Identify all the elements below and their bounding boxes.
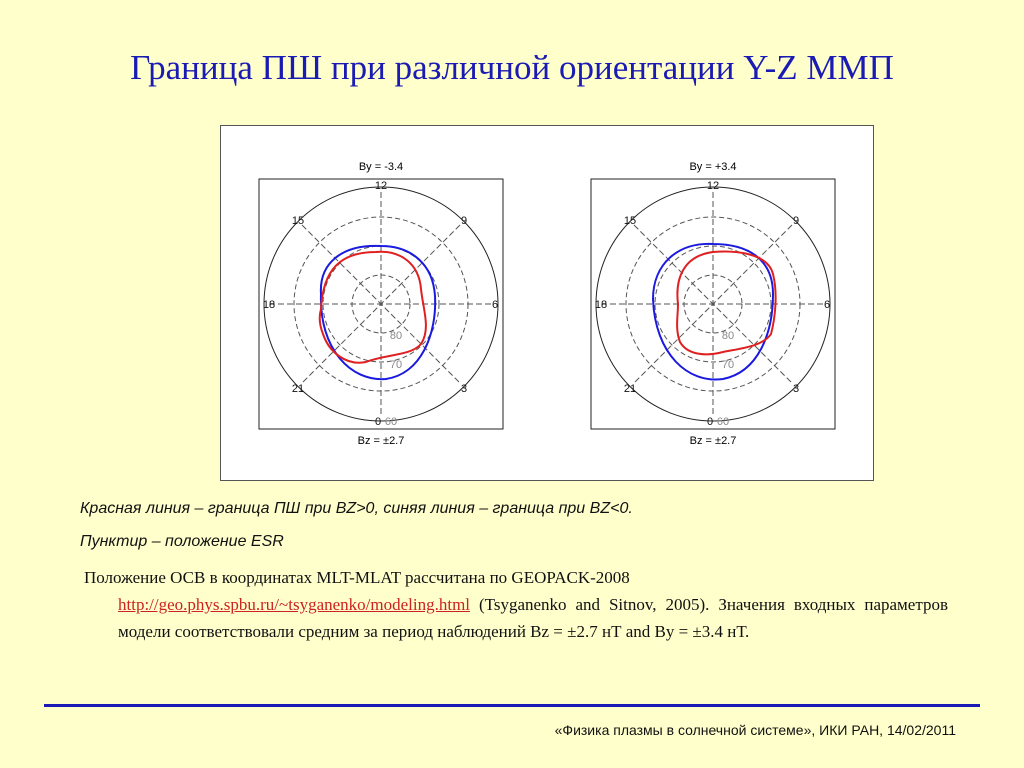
plot-title: By = -3.4 — [358, 161, 404, 173]
mlt-label-18: 18 — [594, 299, 608, 311]
plot-title: By = +3.4 — [689, 161, 737, 173]
plot-bottom-label: Bz = ±2.7 — [357, 435, 405, 447]
footer-text: «Физика плазмы в солнечной системе», ИКИ РАН, 14/02/2011 — [554, 722, 956, 738]
mlt-label-15: 15 — [291, 215, 305, 227]
figure-panel — [220, 125, 874, 481]
mlt-label-12: 12 — [706, 180, 720, 192]
polar-plots — [221, 126, 873, 480]
mlt-label-3: 3 — [460, 383, 468, 395]
lat-label-60: 60 — [716, 416, 730, 428]
mlt-label-0: 0 — [374, 416, 382, 428]
model-link[interactable]: http://geo.phys.spbu.ru/~tsyganenko/modeling.html — [118, 595, 471, 614]
lat-label-60: 60 — [384, 416, 398, 428]
mlt-label-9: 9 — [792, 215, 800, 227]
mlt-label-15: 15 — [623, 215, 637, 227]
mlt-label-6: 6 — [823, 299, 831, 311]
body-paragraph — [86, 564, 948, 645]
lat-label-80: 80 — [721, 330, 735, 342]
caption-line-2: Пунктир – положение ESR — [80, 533, 284, 550]
mlt-label-21: 21 — [291, 383, 305, 395]
mlt-label-0: 0 — [706, 416, 714, 428]
plot-left — [259, 161, 503, 447]
lat-label-80: 80 — [389, 330, 403, 342]
footer-divider — [44, 704, 980, 707]
mlt-label-9: 9 — [460, 215, 468, 227]
plot-bottom-label: Bz = ±2.7 — [689, 435, 737, 447]
caption-line-1: Красная линия – граница ПШ при BZ>0, синяя линия – граница при BZ<0. — [80, 500, 633, 517]
slide-title: Граница ПШ при различной ориентации Y-Z ММП — [130, 48, 894, 87]
body-text-part1: Положение ОСВ в координатах MLT-MLAT рассчитана по GEOPACK-2008 — [84, 568, 630, 587]
lat-label-70: 70 — [721, 359, 735, 371]
mlt-label-6: 6 — [491, 299, 499, 311]
plot-right — [591, 161, 835, 447]
mlt-label-12: 12 — [374, 180, 388, 192]
mlt-label-21: 21 — [623, 383, 637, 395]
lat-label-70: 70 — [389, 359, 403, 371]
mlt-label-18: 18 — [262, 299, 276, 311]
mlt-label-3: 3 — [792, 383, 800, 395]
body-text-part2: (Tsyganenko and Sitnov, 2005). Значения входных параметров модели соответствовали средним за период наблюдений Bz = ±2.7 нТ and By = ±3.4 нТ. — [118, 595, 949, 641]
